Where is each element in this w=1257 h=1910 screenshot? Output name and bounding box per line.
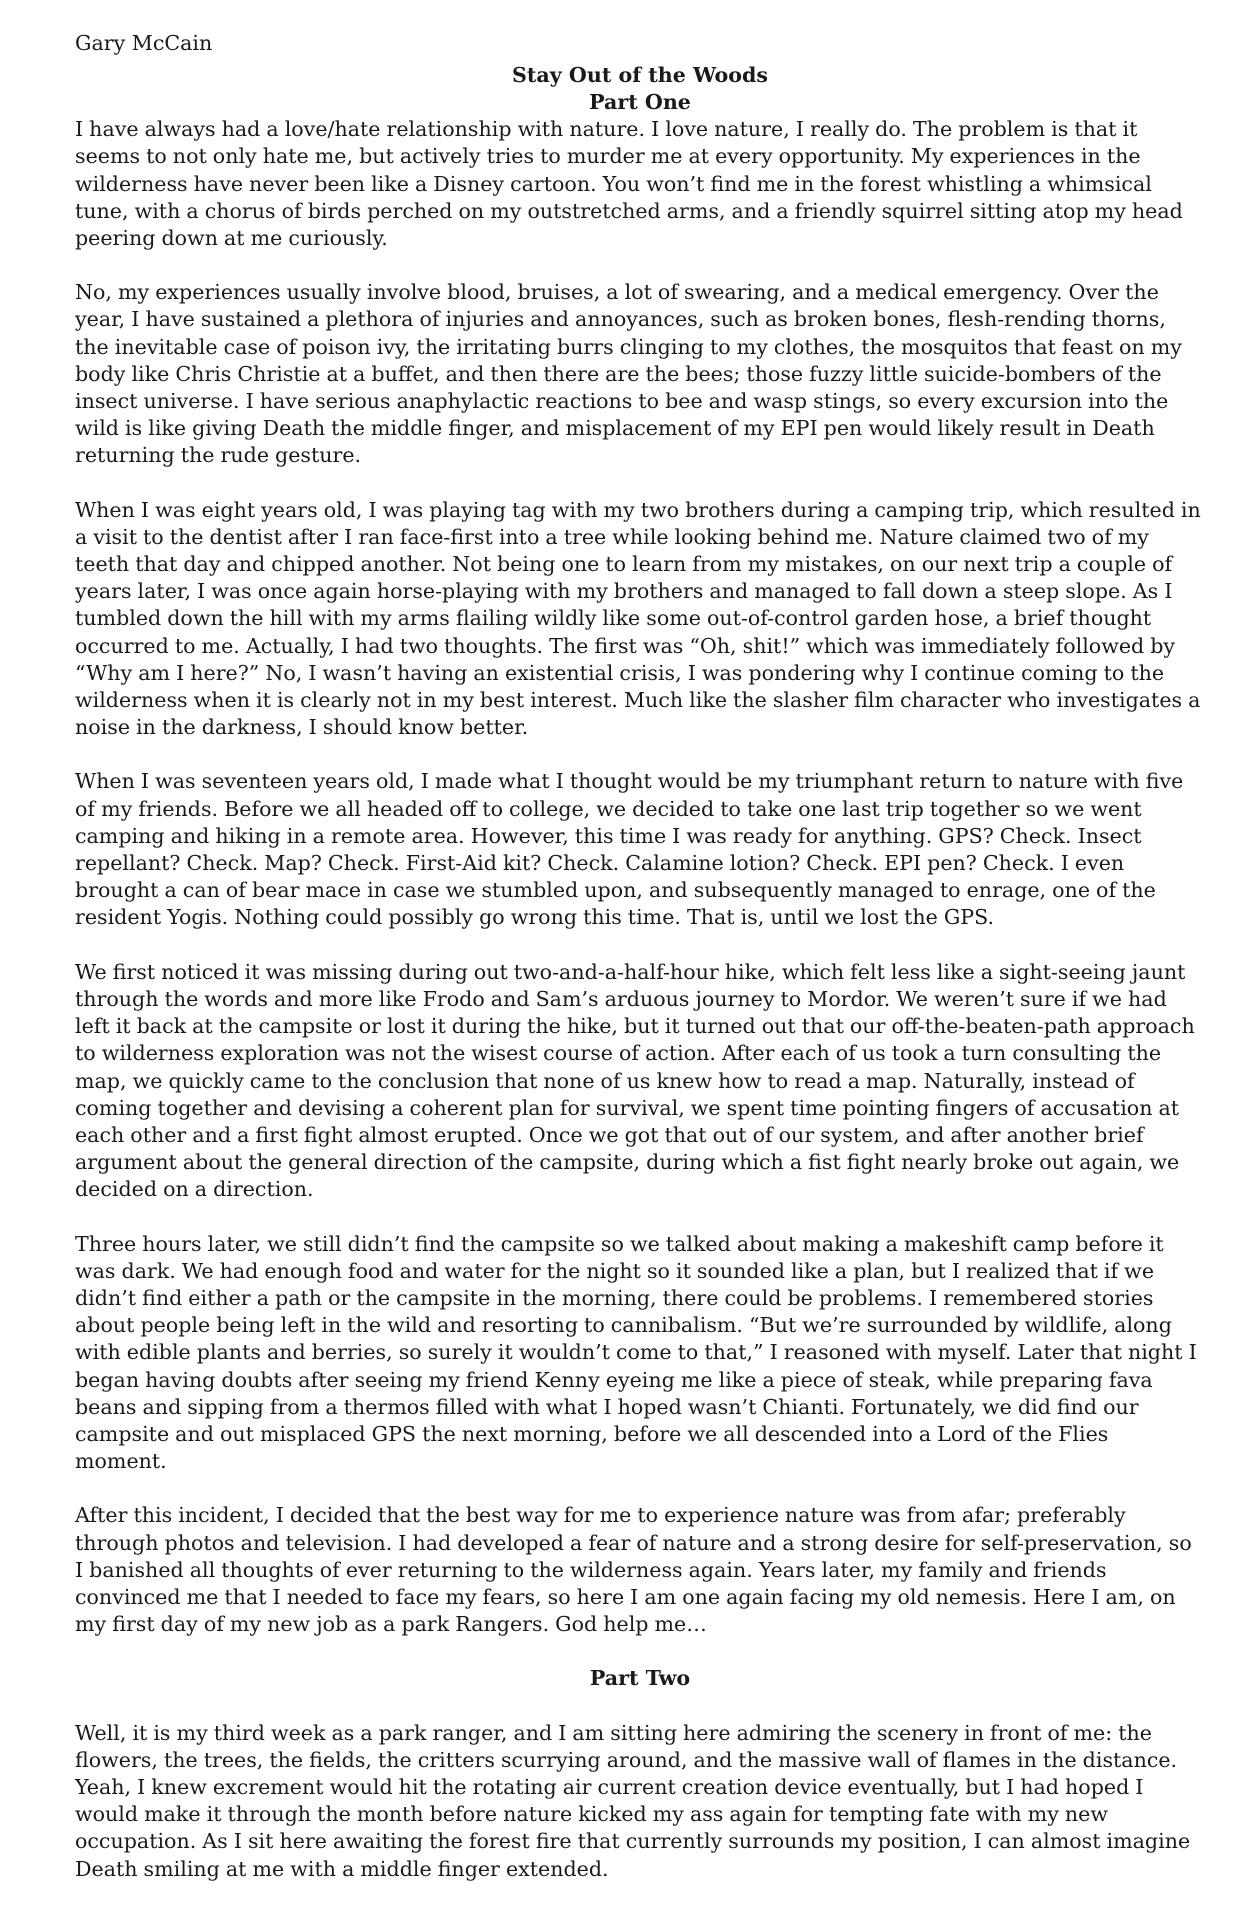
paragraph: After this incident, I decided that the best way for me to experience nature was from afar; preferably through photos and television. I had developed a fear of nature and a strong desire for self-preservation, so I banished all thoughts of ever returning to the wilderness again. Years later, my family and friends convinced me that I needed to face my fears, so here I am one again facing my old nemesis. Here I am, on my first day of my new job as a park Rangers. God help me… <box>75 1503 1192 1637</box>
paragraph: Three hours later, we still didn’t find the campsite so we talked about making a makeshift camp before it was dark. We had enough food and water for the night so it sounded like a plan, but I realized that if we didn’t find either a path or the campsite in the morning, there could be problems. I remembered stories about people being left in the wild and resorting to cannibalism. “But we’re surrounded by wildlife, along with edible plants and berries, so surely it wouldn’t come to that,” I reasoned with myself. Later that night I began having doubts after seeing my friend Kenny eyeing me like a piece of steak, while preparing fava beans and sipping from a thermos filled with what I hoped wasn’t Chianti. Fortunately, we did find our campsite and out misplaced GPS the next morning, before we all descended into a Lord of the Flies moment. <box>75 1231 1197 1474</box>
paragraph: We first noticed it was missing during out two-and-a-half-hour hike, which felt less like a sight-seeing jaunt through the words and more like Frodo and Sam’s arduous journey to Mordor. We weren’t sure if we had left it back at the campsite or lost it during the hike, but it turned out that our off-the-beaten-path approach to wilderness exploration was not the wisest course of action. After each of us took a turn consulting the map, we quickly came to the conclusion that none of us knew how to read a map. Naturally, instead of coming together and devising a coherent plan for survival, we spent time pointing fingers of accusation at each other and a first fight almost erupted. Once we got that out of our system, and after another brief argument about the general direction of the campsite, during which a fist fight nearly broke out again, we decided on a direction. <box>75 959 1195 1202</box>
paragraph: When I was eight years old, I was playing tag with my two brothers during a camping trip, which resulted in a visit to the dentist after I ran face-first into a tree while looking behind me. Nature claimed two of my teeth that day and chipped another. Not being one to learn from my mistakes, on our next trip a couple of years later, I was once again horse-playing with my brothers and managed to fall down a steep slope. As I tumbled down the hill with my arms flailing wildly like some out-of-control garden hose, a brief thought occurred to me. Actually, I had two thoughts. The first was “Oh, shit!” which was immediately followed by “Why am I here?” No, I wasn’t having an existential crisis, I was pondering why I continue coming to the wilderness when it is clearly not in my best interest. Much like the slasher film character who investigates a noise in the darkness, I should know better. <box>75 497 1201 740</box>
paragraph: Well, it is my third week as a park ranger, and I am sitting here admiring the scenery in front of me: the flowers, the trees, the fields, the critters scurrying around, and the massive wall of flames in the distance. Yeah, I knew excrement would hit the rotating air current creation device eventually, but I had hoped I would make it through the month before nature kicked my ass again for tempting fate with my new occupation. As I sit here awaiting the forest fire that currently surrounds my position, I can almost imagine Death smiling at me with a middle finger extended. <box>75 1720 1191 1881</box>
paragraph: I have always had a love/hate relationship with nature. I love nature, I really do. The problem is that it seems to not only hate me, but actively tries to murder me at every opportunity. My experiences in the wilderness have never been like a Disney cartoon. You won’t find me in the forest whistling a whimsical tune, with a chorus of birds perched on my outstretched arms, and a friendly squirrel sitting atop my head peering down at me curiously. <box>75 117 1183 251</box>
part-two-heading: Part Two <box>589 1666 691 1691</box>
story-title: Stay Out of the Woods <box>512 63 768 88</box>
author-name: Gary McCain <box>75 31 213 55</box>
document-page <box>75 30 1205 1910</box>
paragraph: No, my experiences usually involve blood, bruises, a lot of swearing, and a medical emergency. Over the year, I have sustained a plethora of injuries and annoyances, such as broken bones, flesh-rending thorns, the inevitable case of poison ivy, the irritating burrs clinging to my clothes, the mosquitos that feast on my body like Chris Christie at a buffet, and then there are the bees; those fuzzy little suicide-bombers of the insect universe. I have serious anaphylactic reactions to bee and wasp stings, so every excursion into the wild is like giving Death the middle finger, and misplacement of my EPI pen would likely result in Death returning the rude gesture. <box>75 280 1182 468</box>
paragraph: When I was seventeen years old, I made what I thought would be my triumphant return to nature with five of my friends. Before we all headed off to college, we decided to take one last trip together so we went camping and hiking in a remote area. However, this time I was ready for anything. GPS? Check. Insect repellant? Check. Map? Check. First-Aid kit? Check. Calamine lotion? Check. EPI pen? Check. I even brought a can of bear mace in case we stumbled upon, and subsequently managed to enrage, one of the resident Yogis. Nothing could possibly go wrong this time. That is, until we lost the GPS. <box>75 769 1184 930</box>
part-one-heading: Part One <box>589 90 691 115</box>
